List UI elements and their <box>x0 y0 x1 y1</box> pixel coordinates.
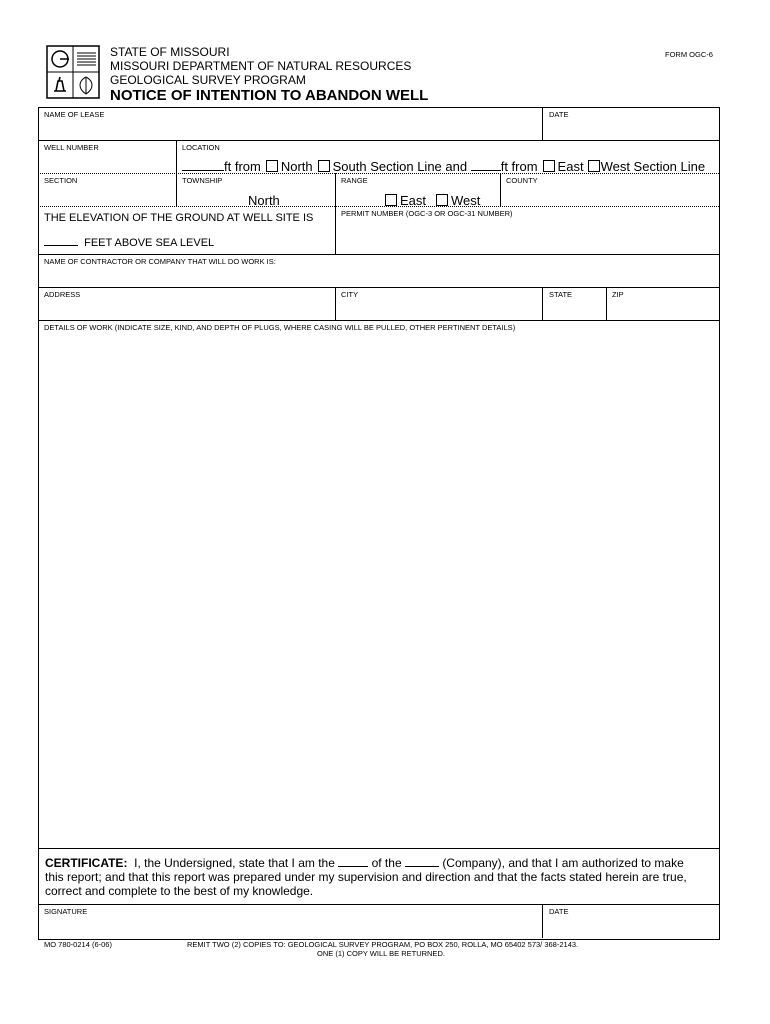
section-label: SECTION <box>44 176 78 185</box>
south-checkbox[interactable] <box>318 160 330 172</box>
form-title: NOTICE OF INTENTION TO ABANDON WELL <box>110 87 429 104</box>
certificate-label: CERTIFICATE: <box>45 856 128 870</box>
section-field[interactable] <box>40 186 174 205</box>
remit-return-note: ONE (1) COPY WILL BE RETURNED. <box>317 949 445 958</box>
well-number-label: WELL NUMBER <box>44 143 99 152</box>
signature-date-label: DATE <box>549 907 569 916</box>
elevation-blank[interactable] <box>44 245 78 246</box>
distance-ns-blank[interactable] <box>182 170 224 171</box>
address-field[interactable] <box>40 300 334 319</box>
signature-date-field[interactable] <box>544 917 716 936</box>
title-blank[interactable] <box>338 866 368 867</box>
name-of-lease-label: NAME OF LEASE <box>44 110 105 119</box>
elevation-text: THE ELEVATION OF THE GROUND AT WELL SITE IS <box>44 212 314 224</box>
city-label: CITY <box>341 290 359 299</box>
zip-field[interactable] <box>608 300 716 319</box>
location-label: LOCATION <box>182 143 220 152</box>
zip-label: ZIP <box>612 290 624 299</box>
distance-ew-blank[interactable] <box>471 170 501 171</box>
range-label: RANGE <box>341 176 368 185</box>
signature-field[interactable] <box>40 917 540 936</box>
dnr-logo-icon <box>46 45 100 99</box>
elevation-feet: FEET ABOVE SEA LEVEL <box>44 237 214 250</box>
date-field[interactable] <box>544 120 716 139</box>
township-north-value: North <box>248 193 280 208</box>
contractor-field[interactable] <box>40 267 716 286</box>
range-east-checkbox[interactable] <box>385 194 397 206</box>
header-program: GEOLOGICAL SURVEY PROGRAM <box>110 73 306 87</box>
permit-number-field[interactable] <box>337 220 716 252</box>
header-department: MISSOURI DEPARTMENT OF NATURAL RESOURCES <box>110 59 412 73</box>
details-field[interactable] <box>40 334 716 846</box>
location-line: ft from North South Section Line and ft from East West Section Line <box>182 159 705 174</box>
well-number-field[interactable] <box>40 153 174 172</box>
west-checkbox[interactable] <box>588 160 600 172</box>
form-number: MO 780-0214 (6-06) <box>44 940 112 949</box>
company-blank[interactable] <box>405 866 439 867</box>
permit-number-label: PERMIT NUMBER (OGC-3 OR OGC-31 NUMBER) <box>341 209 513 218</box>
signature-label: SIGNATURE <box>44 907 88 916</box>
state-label: STATE <box>549 290 573 299</box>
county-label: COUNTY <box>506 176 538 185</box>
range-options: East West <box>380 193 480 208</box>
range-west-checkbox[interactable] <box>436 194 448 206</box>
address-label: ADDRESS <box>44 290 81 299</box>
township-label: TOWNSHIP <box>182 176 223 185</box>
certificate-text: CERTIFICATE: I, the Undersigned, state that I am the of the (Company), and that I am authorized to make this report; and that this report was prepared under my supervision and direction and that the facts stated herein are true, correct and complete to the best of my knowledge. <box>45 856 687 898</box>
city-field[interactable] <box>337 300 541 319</box>
header-state: STATE OF MISSOURI <box>110 45 230 59</box>
contractor-label: NAME OF CONTRACTOR OR COMPANY THAT WILL DO WORK IS: <box>44 257 276 266</box>
name-of-lease-field[interactable] <box>40 120 540 139</box>
county-field[interactable] <box>502 186 716 205</box>
east-checkbox[interactable] <box>543 160 555 172</box>
details-label: DETAILS OF WORK (INDICATE SIZE, KIND, AND DEPTH OF PLUGS, WHERE CASING WILL BE PULLED, OTHER PERTINENT DETAILS) <box>44 323 516 332</box>
dnr-logo <box>46 45 100 99</box>
north-checkbox[interactable] <box>266 160 278 172</box>
state-field[interactable] <box>544 300 605 319</box>
date-label: DATE <box>549 110 569 119</box>
remit-instructions: REMIT TWO (2) COPIES TO: GEOLOGICAL SURVEY PROGRAM, PO BOX 250, ROLLA, MO 65402 573/ 368-2143. <box>187 940 579 949</box>
form-id: FORM OGC-6 <box>665 50 713 59</box>
